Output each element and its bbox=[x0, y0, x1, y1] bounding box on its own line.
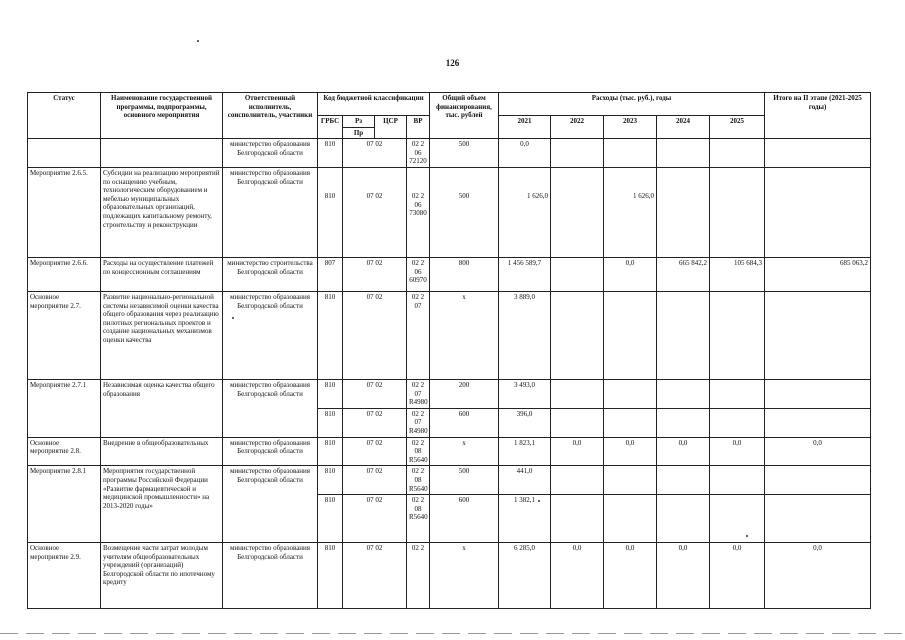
cell-2023: 0,0 bbox=[657, 437, 710, 466]
table-row bbox=[28, 437, 871, 466]
header-csr: ЦСР bbox=[375, 116, 407, 139]
cell-vr: 600 bbox=[430, 408, 499, 437]
cell-status: Мероприятие 2.6.6. bbox=[28, 257, 101, 291]
cell-total: 1 823,1 bbox=[499, 437, 551, 466]
cell-csr: 02 2 08 R5640 bbox=[407, 466, 430, 495]
header-year-2021: 2021 bbox=[499, 116, 551, 139]
table-row bbox=[28, 543, 871, 609]
cell-executor: министерство образования Белгородской области bbox=[223, 466, 318, 543]
header-year-2022: 2022 bbox=[551, 116, 604, 139]
cell-executor: министерство образования Белгородской области bbox=[223, 291, 318, 379]
cell-2024 bbox=[710, 167, 765, 257]
header-name: Наименование государственной программы, подпрограммы, основного мероприятия bbox=[101, 93, 223, 139]
page-number: 126 bbox=[445, 58, 460, 68]
cell-rzpr: 07 02 bbox=[343, 257, 407, 291]
cell-grbs: 810 bbox=[318, 379, 343, 408]
cell-2023 bbox=[657, 408, 710, 437]
cell-rzpr: 07 02 bbox=[343, 466, 407, 495]
header-stage-total: Итого на II этапе (2021-2025 годы) bbox=[765, 93, 871, 139]
header-year-2025: 2025 bbox=[710, 116, 765, 139]
cell-name: Расходы на осуществление платежей по концессионным соглашениям bbox=[101, 257, 223, 291]
cell-rzpr: 07 02 bbox=[343, 437, 407, 466]
cell-status: Основное мероприятие 2.8. bbox=[28, 437, 101, 466]
cell-2025: 685 063,2 bbox=[765, 257, 871, 291]
cell-2025 bbox=[765, 466, 871, 495]
cell-2021 bbox=[551, 466, 604, 495]
cell-rzpr: 07 02 bbox=[343, 543, 407, 609]
cell-rzpr: 07 02 bbox=[343, 167, 407, 257]
cell-rzpr: 07 02 bbox=[343, 139, 407, 168]
cell-name: Независимая оценка качества общего образования bbox=[101, 379, 223, 437]
cell-executor: министерство образования Белгородской области bbox=[223, 543, 318, 609]
cell-vr: х bbox=[430, 291, 499, 379]
cell-status: Мероприятие 2.8.1 bbox=[28, 466, 101, 543]
cell-2025: 0,0 bbox=[765, 543, 871, 609]
cell-csr: 02 2 bbox=[407, 543, 430, 609]
scan-speck bbox=[538, 500, 540, 502]
cell-2023 bbox=[657, 495, 710, 543]
cell-csr: 02 2 08 R5640 bbox=[407, 437, 430, 466]
cell-2024: 0,0 bbox=[710, 437, 765, 466]
cell-name: Мероприятия государственной программы Российской Федерации «Развитие фармацевтической и медицинской промышленности» на 2013-2020 годы» bbox=[101, 466, 223, 543]
table-row bbox=[28, 139, 871, 168]
cell-2022: 0,0 bbox=[604, 437, 657, 466]
cell-vr: 500 bbox=[430, 167, 499, 257]
cell-executor: министерство образования Белгородской области bbox=[223, 379, 318, 437]
cell-total: 3 889,0 bbox=[499, 291, 551, 379]
cell-csr: 02 2 08 R5640 bbox=[407, 495, 430, 543]
table-row bbox=[28, 167, 871, 257]
cell-total: 1 382,1 bbox=[499, 495, 551, 543]
cell-vr: 800 bbox=[430, 257, 499, 291]
cell-executor: министерство образования Белгородской области bbox=[223, 139, 318, 168]
cell-executor: министерство строительства Белгородской области bbox=[223, 257, 318, 291]
cell-2023 bbox=[657, 139, 710, 168]
header-executor: Ответственный исполнитель, соисполнитель, участники bbox=[223, 93, 318, 139]
cell-2021 bbox=[551, 379, 604, 408]
cell-csr: 02 2 06 73080 bbox=[407, 167, 430, 257]
cell-total: 6 285,0 bbox=[499, 543, 551, 609]
cell-rzpr: 07 02 bbox=[343, 495, 407, 543]
cell-2022 bbox=[604, 379, 657, 408]
cell-2021: 0,0 bbox=[551, 437, 604, 466]
cell-grbs: 810 bbox=[318, 543, 343, 609]
cell-2023 bbox=[657, 466, 710, 495]
scan-speck bbox=[197, 40, 199, 42]
cell-executor: министерство образования Белгородской области bbox=[223, 437, 318, 466]
cell-2025 bbox=[765, 408, 871, 437]
cell-vr: х bbox=[430, 543, 499, 609]
cell-2021 bbox=[551, 408, 604, 437]
cell-grbs: 810 bbox=[318, 466, 343, 495]
cell-name: Развитие национально-региональной системы независимой оценки качества общего образования через реализацию пилотных региональных проектов и создание национальных механизмов оценки качества bbox=[101, 291, 223, 379]
cell-vr: 600 bbox=[430, 495, 499, 543]
cell-2021 bbox=[551, 257, 604, 291]
cell-2023: 665 842,2 bbox=[657, 257, 710, 291]
header-year-2023: 2023 bbox=[604, 116, 657, 139]
cell-grbs: 807 bbox=[318, 257, 343, 291]
cell-2024 bbox=[710, 466, 765, 495]
cell-vr: 200 bbox=[430, 379, 499, 408]
cell-2021 bbox=[551, 167, 604, 257]
header-year-2024: 2024 bbox=[657, 116, 710, 139]
budget-table bbox=[27, 92, 871, 609]
cell-rzpr: 07 02 bbox=[343, 291, 407, 379]
cell-2023 bbox=[657, 379, 710, 408]
cell-2025 bbox=[765, 291, 871, 379]
cell-csr: 02 2 07 bbox=[407, 291, 430, 379]
cell-name bbox=[101, 139, 223, 168]
cell-2025 bbox=[765, 379, 871, 408]
cell-2023: 0,0 bbox=[657, 543, 710, 609]
cell-status: Мероприятие 2.7.1 bbox=[28, 379, 101, 437]
cell-2025 bbox=[765, 495, 871, 543]
cell-2022: 0,0 bbox=[604, 543, 657, 609]
table-row bbox=[28, 257, 871, 291]
cell-2021 bbox=[551, 139, 604, 168]
cell-2022: 0,0 bbox=[604, 257, 657, 291]
cell-vr: 500 bbox=[430, 466, 499, 495]
cell-executor: министерство образования Белгородской области bbox=[223, 167, 318, 257]
header-status: Статус bbox=[28, 93, 101, 139]
cell-2024: 0,0 bbox=[710, 543, 765, 609]
cell-2024 bbox=[710, 495, 765, 543]
cell-grbs: 810 bbox=[318, 167, 343, 257]
cell-name: Внедрение в общеобразовательных bbox=[101, 437, 223, 466]
cell-total: 1 626,0 bbox=[499, 167, 551, 257]
header-vr: ВР bbox=[407, 116, 430, 139]
cell-csr: 02 2 07 R4980 bbox=[407, 379, 430, 408]
table-row bbox=[28, 379, 871, 408]
cell-2022 bbox=[604, 466, 657, 495]
table-row bbox=[28, 291, 871, 379]
cell-2021 bbox=[551, 291, 604, 379]
cell-2022 bbox=[604, 408, 657, 437]
cell-grbs: 810 bbox=[318, 291, 343, 379]
cell-total: 3 493,0 bbox=[499, 379, 551, 408]
cell-2021: 0,0 bbox=[551, 543, 604, 609]
cell-2022 bbox=[604, 495, 657, 543]
header-pr: Пр bbox=[343, 127, 375, 139]
cell-rzpr: 07 02 bbox=[343, 379, 407, 408]
cell-2022 bbox=[604, 139, 657, 168]
scan-speck bbox=[746, 535, 748, 537]
cell-csr: 02 2 06 60970 bbox=[407, 257, 430, 291]
cell-vr: х bbox=[430, 437, 499, 466]
cell-grbs: 810 bbox=[318, 437, 343, 466]
header-grbs: ГРБС bbox=[318, 116, 343, 139]
cell-status: Основное мероприятие 2.9. bbox=[28, 543, 101, 609]
cell-total: 396,0 bbox=[499, 408, 551, 437]
cell-2022: 1 626,0 bbox=[604, 167, 657, 257]
scan-speck bbox=[232, 317, 234, 319]
cell-2024: 105 684,3 bbox=[710, 257, 765, 291]
cell-status: Мероприятие 2.6.5. bbox=[28, 167, 101, 257]
cell-2025: 0,0 bbox=[765, 437, 871, 466]
cell-2024 bbox=[710, 408, 765, 437]
cell-rzpr: 07 02 bbox=[343, 408, 407, 437]
cell-2023 bbox=[657, 291, 710, 379]
cell-status: Основное мероприятие 2.7. bbox=[28, 291, 101, 379]
cell-2025 bbox=[765, 139, 871, 168]
cell-2022 bbox=[604, 291, 657, 379]
cell-2023 bbox=[657, 167, 710, 257]
cell-2021 bbox=[551, 495, 604, 543]
table-row bbox=[28, 466, 871, 495]
cell-grbs: 810 bbox=[318, 408, 343, 437]
cell-2024 bbox=[710, 291, 765, 379]
cell-name: Возмещение части затрат молодым учителям общеобразовательных учреждений (организаций) Белгородской области по ипотечному кредиту bbox=[101, 543, 223, 609]
cell-csr: 02 2 07 R4980 bbox=[407, 408, 430, 437]
cell-total: 441,0 bbox=[499, 466, 551, 495]
cell-total: 1 456 589,7 bbox=[499, 257, 551, 291]
cell-vr: 500 bbox=[430, 139, 499, 168]
header-total-funding: Общий объем финансирования, тыс. рублей bbox=[430, 93, 499, 139]
cell-status bbox=[28, 139, 101, 168]
table-header bbox=[28, 93, 871, 139]
scan-edge-line bbox=[0, 633, 905, 634]
cell-total: 0,0 bbox=[499, 139, 551, 168]
cell-csr: 02 2 06 72120 bbox=[407, 139, 430, 168]
cell-grbs: 810 bbox=[318, 139, 343, 168]
cell-grbs: 810 bbox=[318, 495, 343, 543]
header-expenses: Расходы (тыс. руб.), годы bbox=[499, 93, 765, 116]
header-rz: Рз bbox=[343, 116, 375, 128]
cell-2024 bbox=[710, 379, 765, 408]
cell-name: Субсидии на реализацию мероприятий по оснащению учебным, технологическим оборудованием и мебелью муниципальных образовательных организаций, подлежащих капитальному ремонту, строительству и реконструкции bbox=[101, 167, 223, 257]
cell-2025 bbox=[765, 167, 871, 257]
cell-2024 bbox=[710, 139, 765, 168]
header-budget-code: Код бюджетной классификации bbox=[318, 93, 430, 116]
